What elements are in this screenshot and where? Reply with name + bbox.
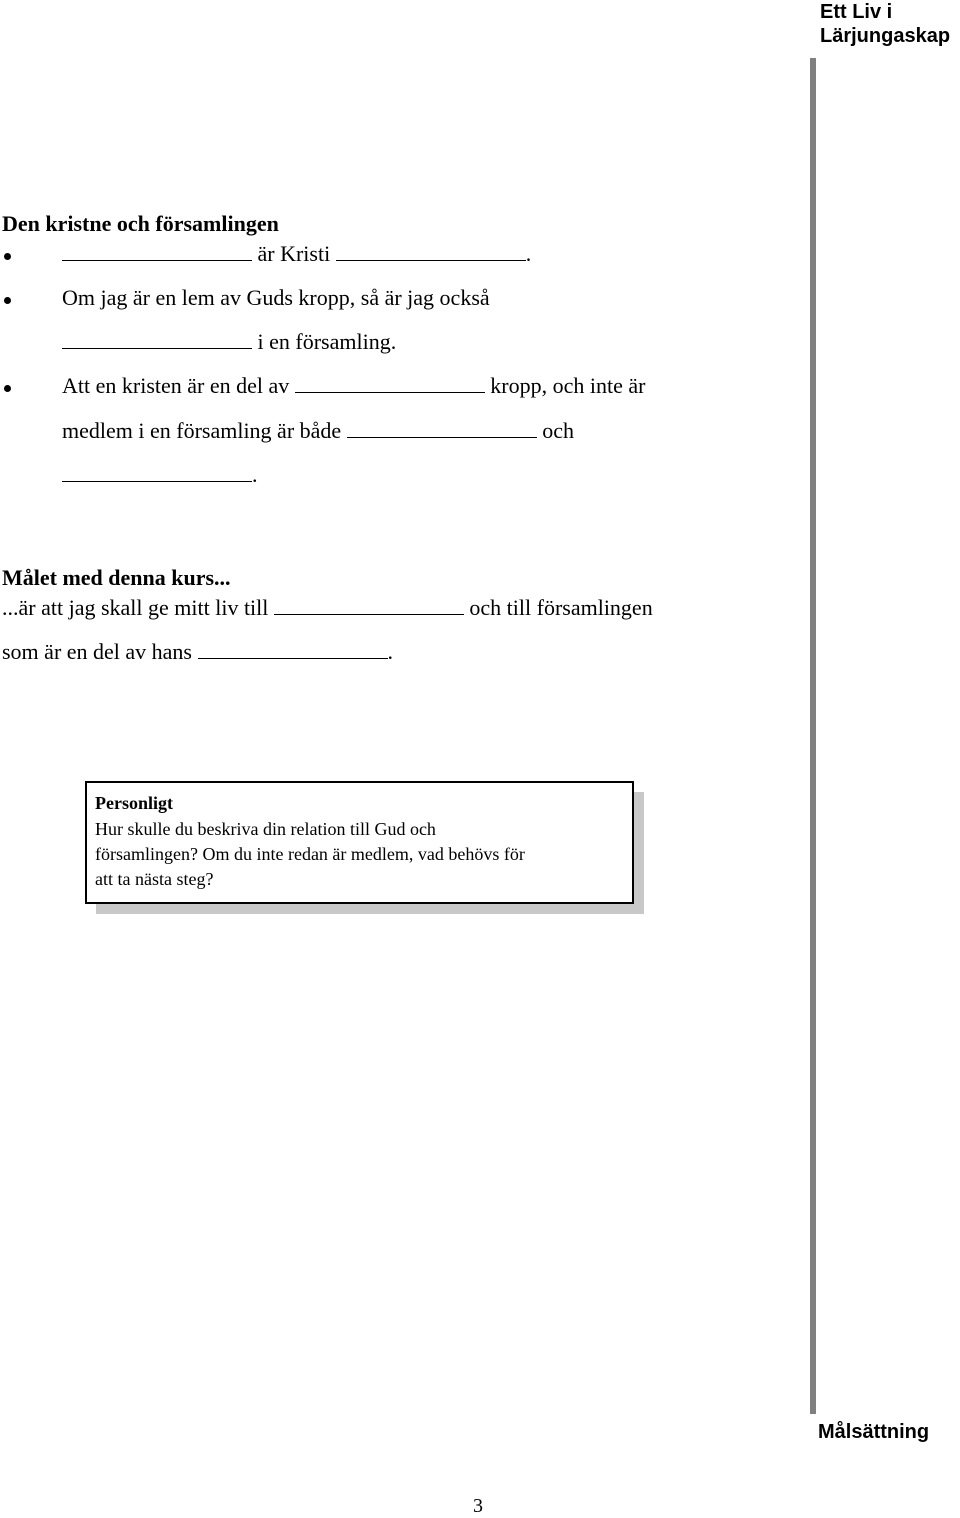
callout-title: Personligt (95, 793, 173, 813)
section-label: Målsättning (818, 1421, 930, 1443)
blank-line (62, 463, 252, 482)
bullet-marker (4, 385, 11, 392)
blank-line (198, 640, 388, 659)
callout-line-3: att ta nästa steg? (95, 869, 214, 889)
blank-line (295, 374, 485, 393)
goal-text-b: och till församlingen (469, 595, 653, 620)
blank-line (274, 596, 464, 615)
bullet-3-text-c: medlem i en församling är både (62, 418, 342, 443)
bullet-3-line-3 (62, 462, 258, 488)
header-line-1: Ett Liv i (820, 1, 893, 23)
bullet-1 (62, 241, 531, 267)
bullet-marker (4, 297, 11, 304)
bullet-3-text-a: Att en kristen är en del av (62, 373, 290, 398)
bullet-2-text: i en församling. (257, 329, 397, 354)
period: . (525, 241, 532, 266)
bullet-3-line-1 (62, 373, 645, 399)
callout-line-2: församlingen? Om du inte redan är medlem, vad behövs för (95, 844, 525, 864)
page-number: 3 (473, 1495, 483, 1517)
callout-line-1: Hur skulle du beskriva din relation till Gud och (95, 819, 436, 839)
period: . (252, 462, 258, 487)
period: . (387, 639, 393, 664)
header-line-2: Lärjungaskap (820, 25, 951, 47)
goal-text-a: ...är att jag skall ge mitt liv till (2, 595, 269, 620)
goal-line-1 (2, 595, 653, 621)
margin-rule (810, 58, 816, 1414)
blank-line (336, 242, 526, 261)
bullet-3-line-2 (62, 418, 574, 444)
bullet-3-text-b: kropp, och inte är (490, 373, 646, 398)
personal-callout (85, 781, 634, 904)
running-header (820, 0, 960, 48)
blank-line (347, 419, 537, 438)
bullet-1-text: är Kristi (257, 241, 331, 266)
goal-line-2 (2, 639, 393, 665)
blank-line (62, 330, 252, 349)
callout-body (95, 817, 625, 892)
bullet-2-line-1: Om jag är en lem av Guds kropp, så är jag också (62, 285, 490, 310)
bullet-marker (4, 253, 11, 260)
goal-text-c: som är en del av hans (2, 639, 192, 664)
blank-line (62, 242, 252, 261)
bullet-2-line-2 (62, 329, 396, 355)
bullet-3-text-d: och (542, 418, 574, 443)
section-title-church: Den kristne och församlingen (2, 211, 279, 236)
section-title-goal: Målet med denna kurs... (2, 565, 231, 590)
